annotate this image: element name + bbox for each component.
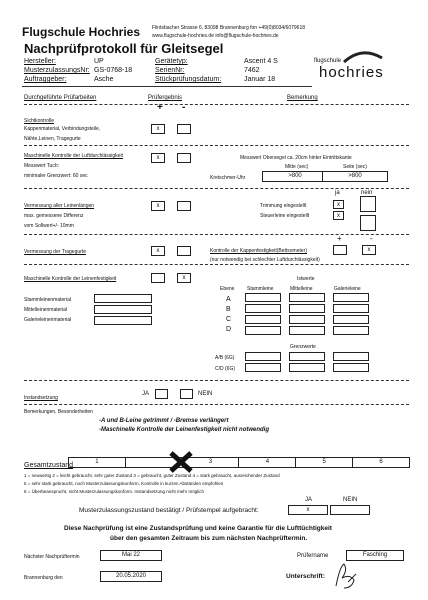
stamm-material-field[interactable] <box>94 294 152 303</box>
ist-b-stamm[interactable] <box>245 304 281 313</box>
ebene-b: B <box>226 306 231 313</box>
muster-value: GS-0768-18 <box>94 67 133 74</box>
ebene-d: D <box>226 326 232 333</box>
ist-d-mittel[interactable] <box>289 326 325 335</box>
leinen-nein-label: nein <box>361 190 373 196</box>
festigkeit-title: Maschinelle Kontrolle der Leinenfestigkeit <box>24 276 117 282</box>
gesamt-legend1: 1 = neuwertig 2 = leicht gebraucht, sehr guter Zustand 3 = gebraucht, guter Zustand 4 = stark gebraucht, ausreichender Zustand <box>24 473 280 478</box>
cd-label: C/D (6G) <box>215 366 235 372</box>
kappen-minus-box[interactable]: x <box>362 245 376 255</box>
school-address: Flintsbacher Strasse 6, 83098 Brannenburg fon +49(0)8034/6079618 <box>152 25 306 31</box>
kappen-minus-sign: - <box>370 234 373 243</box>
pruefer-value[interactable]: Fasching <box>346 550 404 561</box>
unterschrift-label: Unterschrift: <box>286 573 326 580</box>
gesamt-cell-4[interactable]: 4 <box>239 458 296 467</box>
page-title: Nachprüfprotokoll für Gleitsegel <box>24 41 224 56</box>
leinen-line2: vom Sollwert+/- 10mm <box>24 223 74 229</box>
kappen-plus-sign: + <box>337 234 342 243</box>
festigkeit-ebene: Ebene <box>220 286 235 292</box>
bemerkungen-line2: -Maschinelle Kontrolle der Leinenfestigkeit nicht notwendig <box>99 427 270 433</box>
selection-cross-icon <box>168 450 194 474</box>
kappen-title: Kontrolle der Kappenfestigkeit(Bettsometer) <box>210 248 307 254</box>
grenz-ab-galerie[interactable] <box>333 352 369 361</box>
disclaimer-line1: Diese Nachprüfung ist eine Zustandsprüfung und keine Garantie für die Lufttüchtigkeit <box>64 525 332 532</box>
hersteller-label: Hersteller: <box>24 58 56 65</box>
auftrag-label: Auftraggeber: <box>24 76 67 83</box>
grenzwerte-label: Grenzwerte <box>290 344 316 350</box>
instand-nein-label: NEIN <box>198 391 213 397</box>
grenz-cd-galerie[interactable] <box>333 363 369 372</box>
festigkeit-plus-box[interactable] <box>151 273 165 283</box>
gesamt-legend2: 5 = sehr stark gebraucht, noch Musterzulassungskonform, Kontrolle in kurzen Abständen empfohlen <box>24 481 224 486</box>
col-bemerkung: Bemerkung <box>287 95 318 101</box>
leinen-plus-box[interactable]: x <box>151 201 165 211</box>
logo-main-text: hochries <box>319 64 384 81</box>
serien-value: 7462 <box>244 67 260 74</box>
ist-b-mittel[interactable] <box>289 304 325 313</box>
sicht-divider <box>24 145 409 146</box>
ist-c-stamm[interactable] <box>245 315 281 324</box>
muster-nein-label: NEIN <box>343 497 358 503</box>
hersteller-value: UP <box>94 58 104 65</box>
trage-plus-box[interactable]: x <box>151 246 165 256</box>
luft-remark: Messwert Obersegel ca. 20cm hinter Eintrittskante <box>240 155 352 161</box>
sicht-title: Sichtkontrolle <box>24 118 55 124</box>
auftrag-value: Asche <box>94 76 114 83</box>
gesamt-legend3: 6 = Überbeansprucht, nicht Musterzulassungskonform, Instandsetzung nicht mehr möglich <box>24 489 204 494</box>
luft-line2: minimaler Grenzwert: 60 sec <box>24 173 88 179</box>
ist-c-mittel[interactable] <box>289 315 325 324</box>
trimmung-ja-box[interactable]: x <box>333 200 344 209</box>
festigkeit-minus-box[interactable]: x <box>177 273 191 283</box>
muster-label: MusterzulassungsNr: <box>24 67 90 74</box>
school-web: www.flugschule-hochries.de info@flugschule-hochries.de <box>152 33 279 39</box>
sicht-line1: Kappenmaterial, Verbindungsteile, <box>24 126 101 132</box>
luft-seite-label: Seite (sec) <box>343 164 367 170</box>
gesamt-cell-3[interactable]: 3 <box>183 458 240 467</box>
luft-mitte-value[interactable]: >800 <box>262 171 328 182</box>
ist-c-galerie[interactable] <box>333 315 369 324</box>
gesamt-cell-1[interactable]: 1 <box>69 458 126 467</box>
luft-title: Maschinelle Kontrolle der Luftdurchlässigkeit <box>24 153 123 159</box>
stueck-label: Stückprüfungsdatum: <box>155 76 222 83</box>
leinen-ja-label: ja <box>335 190 340 196</box>
col-ergebnis: Prüfergebnis <box>148 95 183 101</box>
trage-minus-box[interactable] <box>177 246 191 256</box>
trage-title: Vermessung der Tragegurte <box>24 249 86 255</box>
gesamt-cell-5[interactable]: 5 <box>296 458 353 467</box>
col-minus: - <box>182 102 186 113</box>
sicht-line2: Nähte,Leinen, Tragegurte <box>24 136 81 142</box>
grenz-cd-stamm[interactable] <box>245 363 281 372</box>
ist-a-stamm[interactable] <box>245 293 281 302</box>
ebene-c: C <box>226 316 232 323</box>
grenz-cd-mittel[interactable] <box>289 363 325 372</box>
pruefer-label: Prüfername <box>297 553 329 559</box>
header-divider <box>24 104 409 105</box>
leinen-divider <box>24 234 409 235</box>
leinen-steuer: Steuerleine eingestellt <box>260 213 310 219</box>
muster-ja-label: JA <box>305 497 313 503</box>
ab-label: A/B (6G) <box>215 355 235 361</box>
steuer-nein-box[interactable] <box>360 215 376 231</box>
leinen-line1: max. gemessene Differenz <box>24 213 84 219</box>
leinen-title: Vermessung aller Leinenlängen <box>24 203 95 209</box>
school-name: Flugschule Hochries <box>22 25 141 39</box>
datum-value[interactable]: 20.05.2020 <box>100 571 162 582</box>
instand-title: Instandsetzung <box>24 395 58 401</box>
stueck-value: Januar 18 <box>244 76 276 83</box>
luft-plus-box[interactable]: x <box>151 153 165 163</box>
sicht-plus-box[interactable]: x <box>151 124 165 134</box>
instand-nein-box[interactable] <box>180 389 193 399</box>
ist-d-stamm[interactable] <box>245 326 281 335</box>
festigkeit-istwerte: Istwerte <box>297 276 315 282</box>
disclaimer-line2: über den gesamten Zeitraum bis zum nächsten Nachprüftermin. <box>110 535 308 542</box>
luft-minus-box[interactable] <box>177 153 191 163</box>
gesamt-scale <box>68 457 410 468</box>
signature <box>330 560 360 592</box>
kappen-note: (nur notwendig bei schlechter Luftdurchlässigkeit) <box>210 257 320 263</box>
naechster-value[interactable]: Mai 22 <box>100 550 162 561</box>
bemerkungen-title: Bemerkungen, Besonderheiten <box>24 409 93 415</box>
geraetetyp-value: Ascent 4 S <box>244 58 278 65</box>
galerie-material-field[interactable] <box>94 316 152 325</box>
luft-divider <box>24 188 409 189</box>
gesamt-title: Gesamtzustand <box>24 462 74 469</box>
bemerkungen-line1: -A und B-Leine getrimmt / -Bremse verlängert <box>99 418 229 424</box>
sicht-minus-box[interactable] <box>177 124 191 134</box>
logo-top-text: flugschule <box>314 58 342 64</box>
ist-a-galerie[interactable] <box>333 293 369 302</box>
serien-label: SerienNr: <box>155 67 185 74</box>
ebene-a: A <box>226 296 231 303</box>
gesamt-cell-6[interactable]: 6 <box>379 459 383 465</box>
col-pruefarbeiten: Durchgeführte Prüfarbeiten <box>24 95 97 101</box>
leinen-trimmung: Trimmung eingestellt <box>260 203 307 209</box>
festigkeit-galerie: Galerieleine <box>334 286 361 292</box>
luft-kretschmer: Kretschmer-Uhr <box>210 175 246 181</box>
instand-ja-box[interactable] <box>155 389 168 399</box>
galerie-material-label: Galerieleinenmaterial <box>24 317 72 323</box>
brand-logo <box>314 44 404 84</box>
festigkeit-divider <box>24 380 409 381</box>
luft-line1: Messwert Tuch: <box>24 163 60 169</box>
trimmung-nein-box[interactable] <box>360 196 376 212</box>
grenz-ab-mittel[interactable] <box>289 352 325 361</box>
ist-d-galerie[interactable] <box>333 326 369 335</box>
instand-divider <box>24 404 409 405</box>
ist-a-mittel[interactable] <box>289 293 325 302</box>
festigkeit-mittel: Mittelleine <box>290 286 313 292</box>
instand-ja-label: JA <box>142 391 150 397</box>
muster-confirm-label: Musterzulassungszustand bestätigt / Prüfstempel aufgebracht: <box>79 507 259 514</box>
grenz-ab-stamm[interactable] <box>245 352 281 361</box>
luft-mitte-label: Mitte (sec) <box>285 164 309 170</box>
ist-b-galerie[interactable] <box>333 304 369 313</box>
festigkeit-stamm: Stammleine <box>247 286 274 292</box>
naechster-label: Nächster Nachprüftermin <box>24 554 80 560</box>
muster-nein-box[interactable] <box>330 505 370 515</box>
leinen-minus-box[interactable] <box>177 201 191 211</box>
mittel-material-label: Mittelleinenmaterial <box>24 307 68 313</box>
geraetetyp-label: Gerätetyp: <box>155 58 188 65</box>
luft-seite-value[interactable]: >800 <box>322 171 388 182</box>
trage-divider <box>24 264 409 265</box>
steuer-ja-box[interactable]: x <box>333 211 344 220</box>
ort-label: Brannenburg den <box>24 575 63 581</box>
kappen-plus-box[interactable] <box>333 245 347 255</box>
col-plus: + <box>157 102 163 113</box>
info-underline <box>22 86 312 87</box>
mittel-material-field[interactable] <box>94 305 152 314</box>
muster-ja-box[interactable]: x <box>288 505 328 515</box>
stamm-material-label: Stammleinenmaterial <box>24 297 71 303</box>
